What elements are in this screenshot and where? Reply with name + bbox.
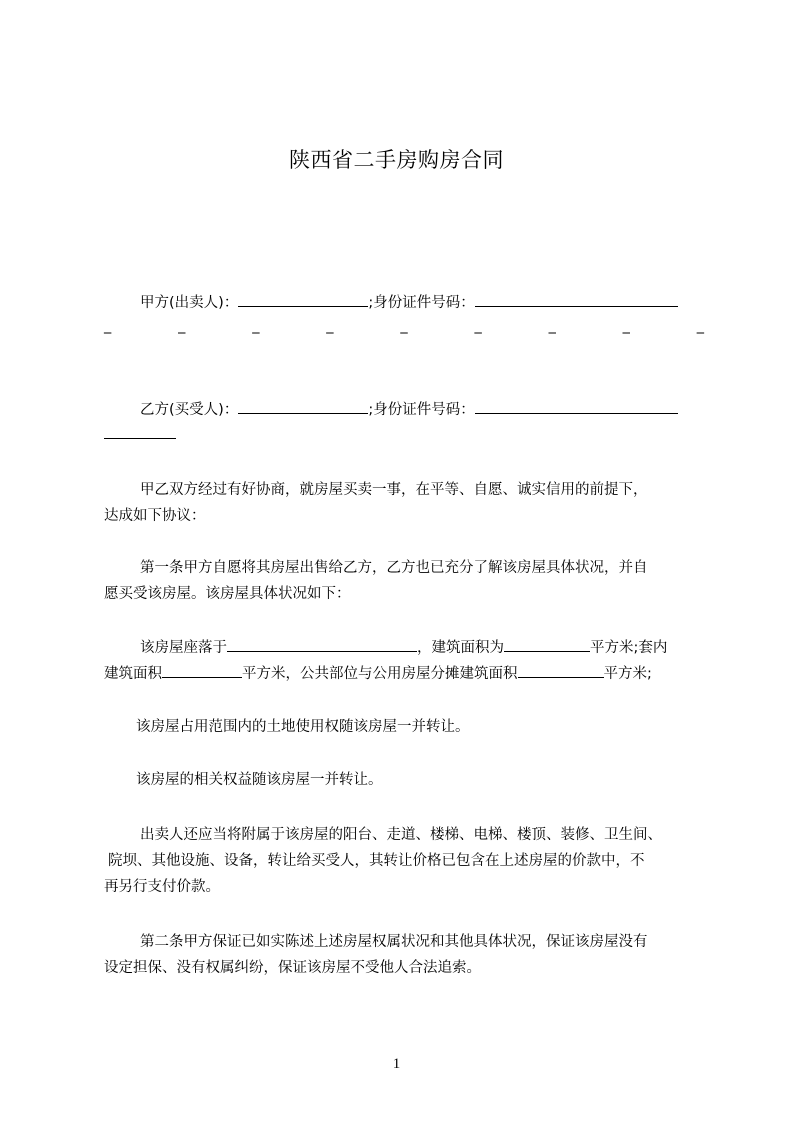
party-a-name-blank [238, 292, 368, 307]
continuation-dash: _ [474, 318, 482, 334]
article-2-line-2: 设定担保、没有权属纠纷，保证该房屋不受他人合法追索。 [104, 960, 481, 976]
party-b-id-label: ;身份证件号码： [368, 402, 475, 418]
party-b-line [140, 399, 678, 420]
party-a-id-label: ;身份证件号码： [368, 295, 475, 311]
article-1-line-1: 第一条甲方自愿将其房屋出售给乙方，乙方也已充分了解该房屋具体状况，并自 [140, 560, 648, 576]
location-blank [227, 637, 417, 652]
land-use-clause: 该房屋占用范围内的土地使用权随该房屋一并转让。 [136, 719, 470, 735]
continuation-dash: _ [400, 318, 408, 334]
shared-area-unit: 平方米; [603, 666, 652, 682]
continuation-dash: _ [326, 318, 334, 334]
party-a-label: 甲方(出卖人)： [140, 295, 239, 311]
party-b-id-blank [475, 399, 678, 414]
intro-line-2: 达成如下协议： [104, 508, 206, 524]
intro-line-1: 甲乙双方经过有好协商，就房屋买卖一事，在平等、自愿、诚实信用的前提下， [140, 482, 648, 498]
appurtenances-line-3: 再另行支付价款。 [104, 879, 220, 895]
document-title: 陕西省二手房购房合同 [289, 148, 504, 172]
party-a-continuation-row [104, 318, 704, 338]
party-a-line [140, 292, 678, 313]
continuation-dash: _ [696, 318, 704, 334]
appurtenances-line-1: 出卖人还应当将附属于该房屋的阳台、走道、楼梯、电梯、楼顶、装修、卫生间、 [140, 827, 662, 843]
article-2-line-1: 第二条甲方保证已如实陈述上述房屋权属状况和其他具体状况，保证该房屋没有 [140, 934, 648, 950]
building-area-label: ，建筑面积为 [417, 640, 504, 656]
location-label: 该房屋座落于 [140, 640, 227, 656]
party-b-continuation [104, 424, 176, 445]
building-area-blank [504, 637, 590, 652]
inner-area-label-cont: 建筑面积 [104, 666, 162, 682]
continuation-dash: _ [104, 318, 112, 334]
continuation-dash: _ [548, 318, 556, 334]
continuation-dash: _ [178, 318, 186, 334]
inner-area-blank [162, 663, 242, 678]
party-b-name-blank [238, 399, 368, 414]
rights-clause: 该房屋的相关权益随该房屋一并转让。 [136, 772, 383, 788]
location-line-2 [104, 663, 652, 684]
continuation-dash: _ [622, 318, 630, 334]
page-number: 1 [392, 1056, 401, 1072]
party-a-id-blank [475, 292, 678, 307]
appurtenances-line-2: 院坝、其他设施、设备，转让给买受人，其转让价格已包含在上述房屋的价款中，不 [108, 853, 645, 869]
continuation-dash: _ [252, 318, 260, 334]
location-line-1 [140, 637, 667, 658]
shared-area-label: 平方米，公共部位与公用房屋分摊建筑面积 [242, 666, 518, 682]
party-b-id-blank-continued [104, 424, 176, 439]
party-b-label: 乙方(买受人)： [140, 402, 239, 418]
shared-area-blank [518, 663, 604, 678]
inner-area-label: 平方米;套内 [590, 640, 668, 656]
article-1-line-2: 愿买受该房屋。该房屋具体状况如下： [104, 586, 351, 602]
